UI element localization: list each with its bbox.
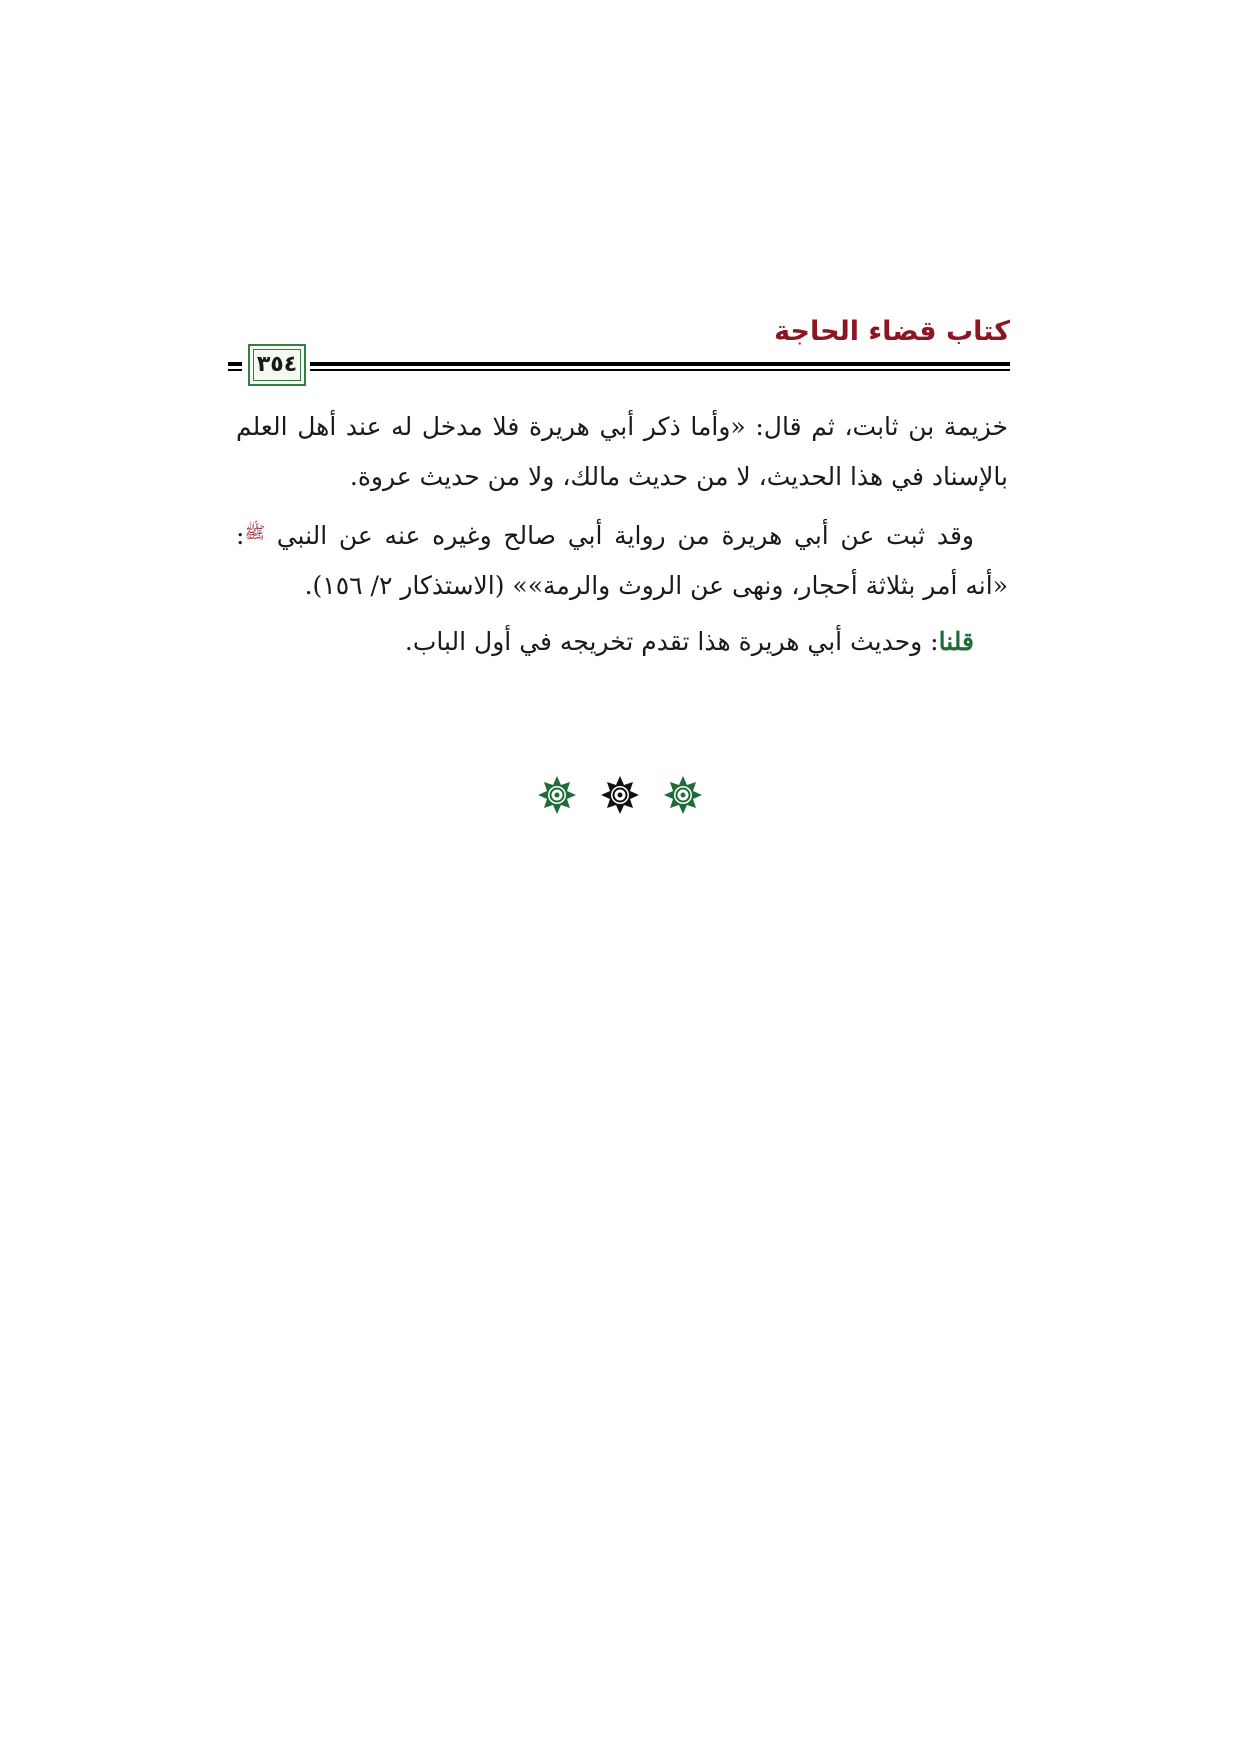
paragraph-2-continuation: : «أنه أمر بثلاثة أحجار، ونهى عن الروث والرمة»» (الاستذكار ٢/ ١٥٦). [236,521,1008,600]
page-number: ٣٥٤ [256,352,298,377]
flower-ornament-icon [537,775,577,815]
paragraph-3 [236,617,1008,667]
header-rule [310,362,1010,366]
flower-ornament-icon [663,775,703,815]
flower-ornament-icon [600,775,640,815]
paragraph-3-text: : وحديث أبي هريرة هذا تقدم تخريجه في أول الباب. [404,627,939,656]
paragraph-2-text: وقد ثبت عن أبي هريرة من رواية أبي صالح وغيره عنه عن النبي [276,521,974,550]
page-body [236,402,1008,673]
section-end-ornaments [0,775,1240,821]
honorific-mark: ﷺ [244,523,265,543]
page-number-frame [248,344,306,386]
header-rule-left-thin [228,369,242,371]
book-title: كتاب قضاء الحاجة [774,316,1010,347]
paragraph-1-text: خزيمة بن ثابت، ثم قال: «وأما ذكر أبي هريرة فلا مدخل له عند أهل العلم بالإسناد في هذا الحديث، لا من حديث مالك، ولا من حديث عروة. [236,412,1008,491]
header-rule-left [228,362,242,366]
paragraph-1 [236,402,1008,502]
page-header [228,314,1010,388]
header-rule-thin [310,369,1010,371]
paragraph-2 [236,508,1008,611]
note-label: قلنا [938,627,974,656]
